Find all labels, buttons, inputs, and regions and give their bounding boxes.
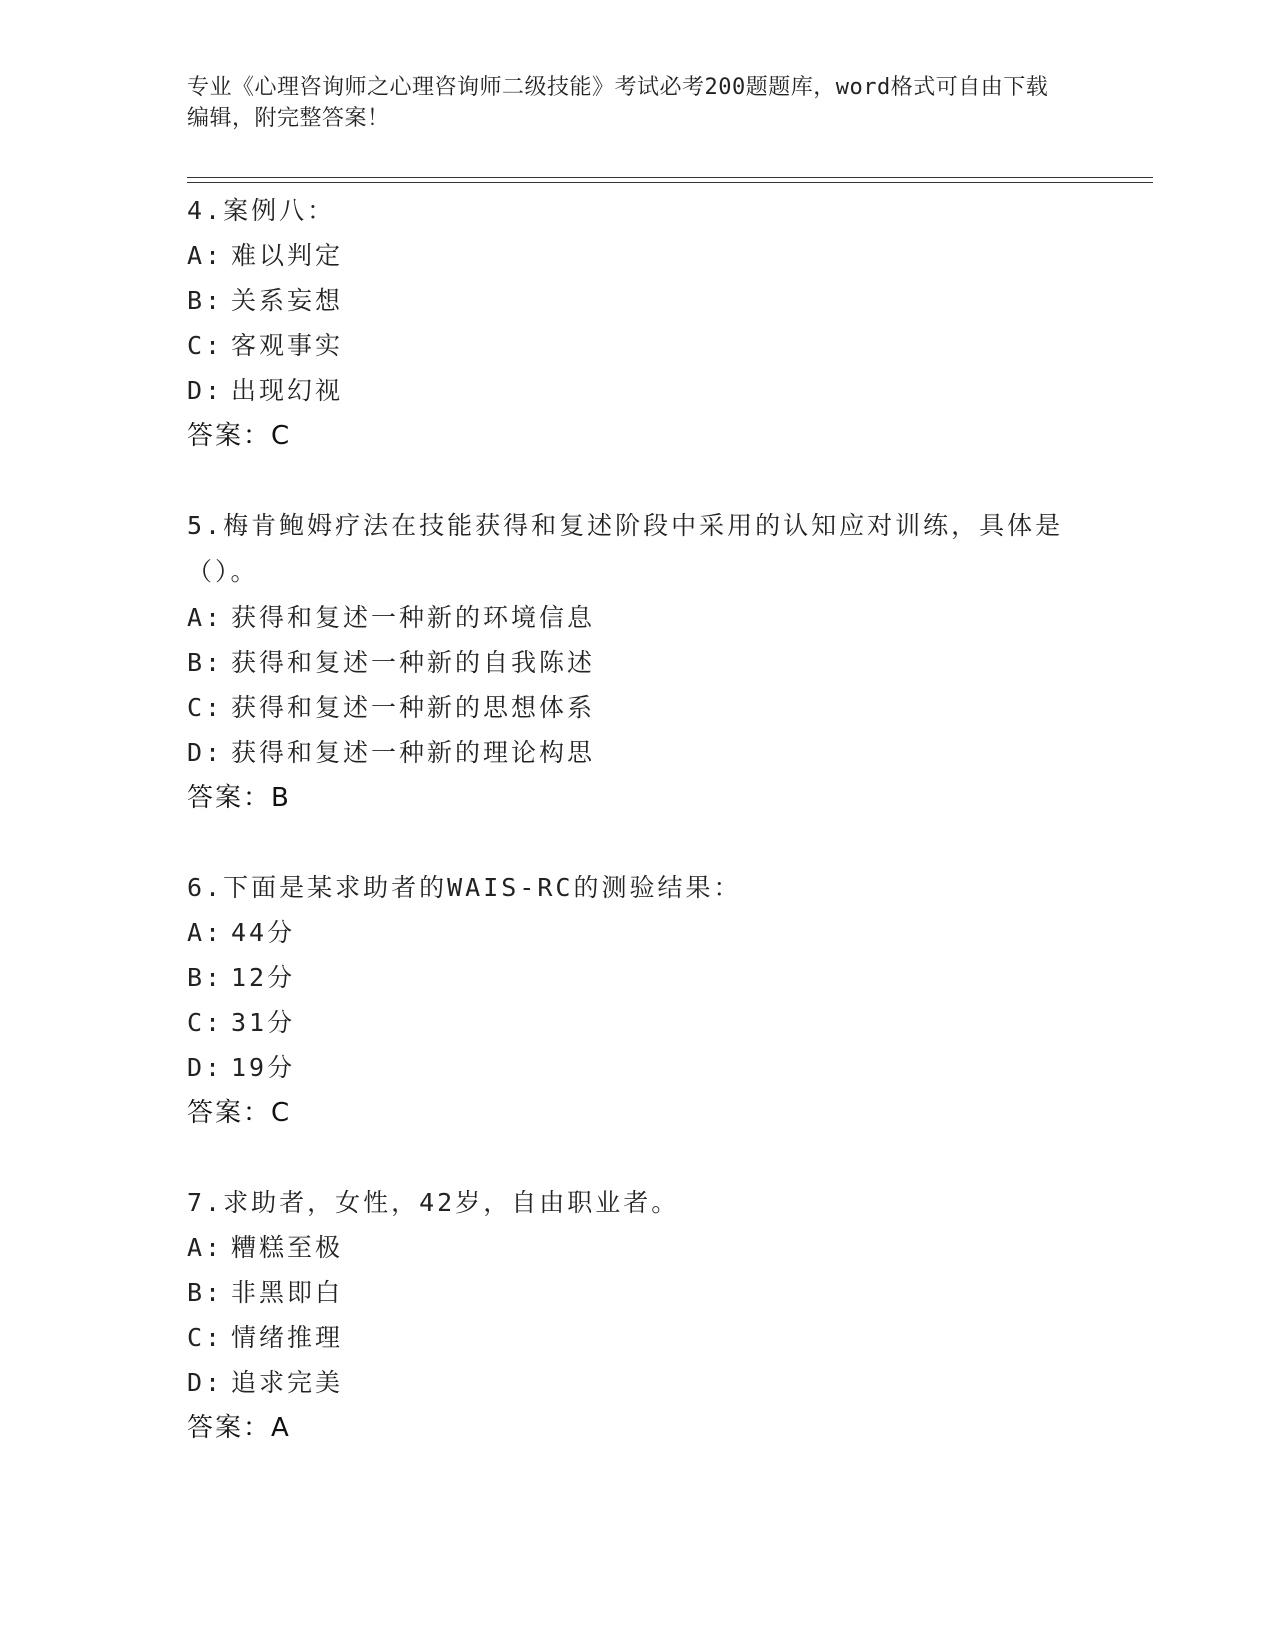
- option-letter: C:: [187, 331, 224, 360]
- option-text: 44分: [231, 918, 296, 947]
- option-text: 关系妄想: [231, 286, 344, 315]
- option-c: [187, 685, 1087, 730]
- option-text: 糟糕至极: [231, 1233, 344, 1262]
- option-letter: C:: [187, 693, 224, 722]
- option-text: 非黑即白: [231, 1278, 344, 1307]
- option-text: 19分: [231, 1053, 296, 1082]
- option-b: [187, 640, 1087, 685]
- option-a: [187, 910, 1087, 955]
- question-stem: 4.案例八：: [187, 196, 336, 225]
- answer-value: C: [271, 1098, 290, 1128]
- option-letter: A:: [187, 1233, 224, 1262]
- question-4: [187, 188, 1087, 459]
- answer-line: [187, 1405, 1087, 1451]
- option-c: [187, 323, 1087, 368]
- option-text: 出现幻视: [231, 376, 344, 405]
- option-text: 12分: [231, 963, 296, 992]
- option-letter: B:: [187, 1278, 224, 1307]
- question-5: [187, 503, 1087, 821]
- document-intro: 专业《心理咨询师之心理咨询师二级技能》考试必考200题题库，word格式可自由下载编辑，附完整答案！: [187, 75, 1049, 131]
- option-b: [187, 955, 1087, 1000]
- question-6: [187, 865, 1087, 1136]
- option-d: [187, 368, 1087, 413]
- question-stem: 6.下面是某求助者的WAIS-RC的测验结果：: [187, 873, 742, 902]
- answer-label: 答案：: [187, 421, 272, 451]
- option-c: [187, 1315, 1087, 1360]
- option-letter: C:: [187, 1008, 224, 1037]
- option-text: 获得和复述一种新的自我陈述: [231, 648, 596, 677]
- answer-value: C: [271, 421, 290, 451]
- option-text: 获得和复述一种新的思想体系: [231, 693, 596, 722]
- header-rule-top: [187, 177, 1153, 178]
- option-text: 客观事实: [231, 331, 344, 360]
- option-text: 难以判定: [231, 241, 344, 270]
- option-d: [187, 1045, 1087, 1090]
- option-d: [187, 730, 1087, 775]
- option-b: [187, 1270, 1087, 1315]
- option-b: [187, 278, 1087, 323]
- question-stem: 5.梅肯鲍姆疗法在技能获得和复述阶段中采用的认知应对训练，具体是（）。: [187, 511, 1064, 586]
- option-letter: A:: [187, 241, 224, 270]
- answer-value: B: [271, 783, 289, 813]
- option-letter: D:: [187, 376, 224, 405]
- question-7: [187, 1180, 1087, 1451]
- option-letter: B:: [187, 286, 224, 315]
- option-a: [187, 233, 1087, 278]
- question-stem: 7.求助者，女性，42岁，自由职业者。: [187, 1188, 680, 1217]
- answer-label: 答案：: [187, 1413, 272, 1443]
- answer-line: [187, 1090, 1087, 1136]
- option-d: [187, 1360, 1087, 1405]
- option-letter: B:: [187, 963, 224, 992]
- option-a: [187, 1225, 1087, 1270]
- header-rule-bottom: [187, 182, 1153, 183]
- option-a: [187, 595, 1087, 640]
- option-text: 获得和复述一种新的环境信息: [231, 603, 596, 632]
- option-text: 31分: [231, 1008, 296, 1037]
- answer-label: 答案：: [187, 783, 272, 813]
- answer-line: [187, 775, 1087, 821]
- option-letter: B:: [187, 648, 224, 677]
- question-list: [187, 188, 1087, 1495]
- option-letter: D:: [187, 1368, 224, 1397]
- option-letter: D:: [187, 1053, 224, 1082]
- option-letter: A:: [187, 918, 224, 947]
- option-letter: C:: [187, 1323, 224, 1352]
- option-letter: D:: [187, 738, 224, 767]
- answer-value: A: [271, 1413, 289, 1443]
- option-c: [187, 1000, 1087, 1045]
- answer-line: [187, 413, 1087, 459]
- option-letter: A:: [187, 603, 224, 632]
- option-text: 追求完美: [231, 1368, 344, 1397]
- option-text: 获得和复述一种新的理论构思: [231, 738, 596, 767]
- answer-label: 答案：: [187, 1098, 272, 1128]
- option-text: 情绪推理: [231, 1323, 344, 1352]
